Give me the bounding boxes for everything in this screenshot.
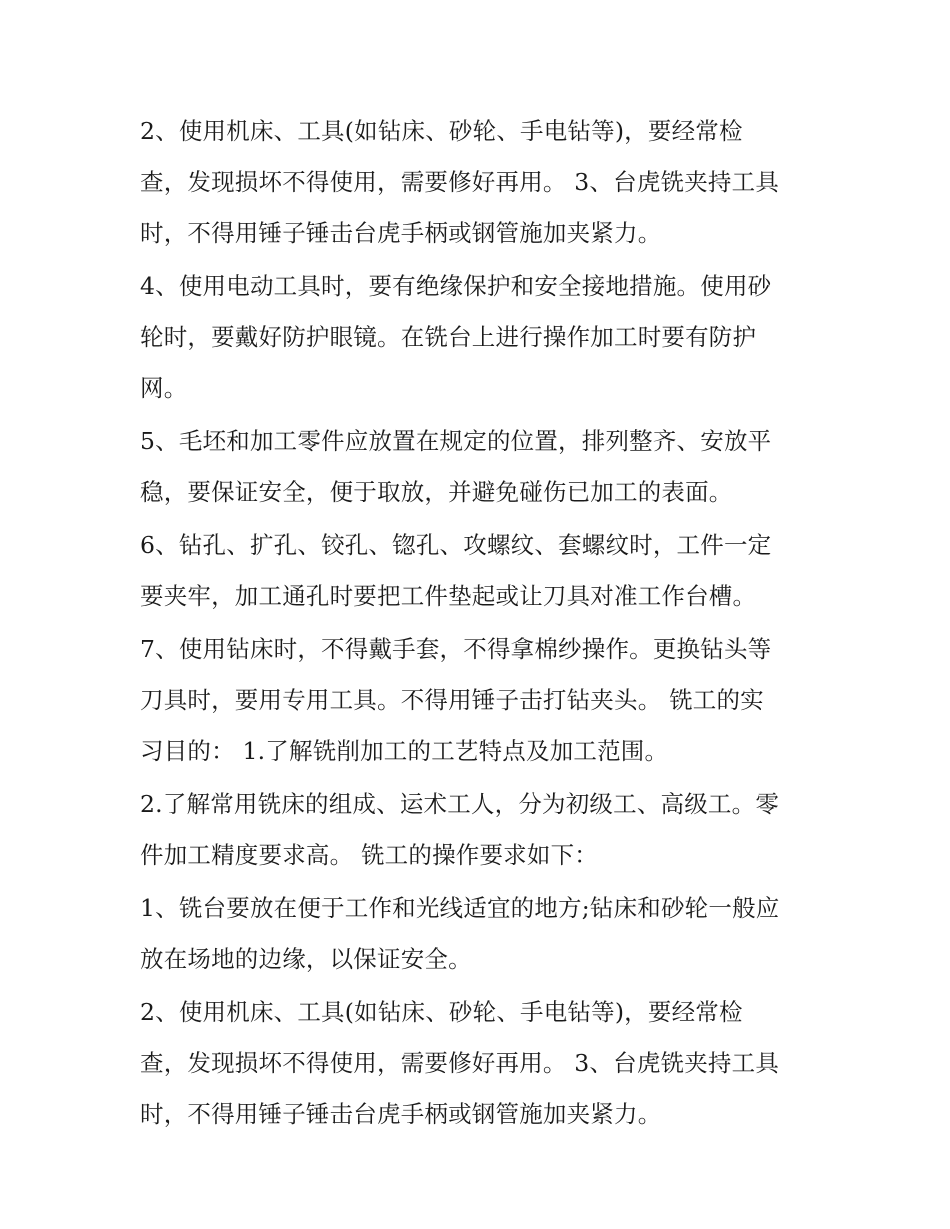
text-line: 要夹牢，加工通孔时要把工件垫起或让刀具对准工作台槽。	[140, 582, 757, 610]
text-line: 7、使用钻床时，不得戴手套，不得拿棉纱操作。更换钻头等	[140, 635, 772, 663]
text-line: 稳，要保证安全，便于取放，并避免碰伤已加工的表面。	[140, 478, 733, 506]
text-line: 时，不得用锤子锤击台虎手柄或钢管施加夹紧力。	[140, 1100, 662, 1128]
text-line: 2、使用机床、工具(如钻床、砂轮、手电钻等)，要经常检	[140, 998, 743, 1026]
text-line: 放在场地的边缘，以保证安全。	[140, 945, 472, 973]
paragraph-bench-placement	[140, 883, 810, 985]
text-line: 查，发现损坏不得使用，需要修好再用。 3、台虎铣夹持工具	[140, 1049, 780, 1077]
paragraph-drilling	[140, 520, 810, 622]
text-line: 网。	[140, 374, 188, 402]
text-line: 5、毛坯和加工零件应放置在规定的位置，排列整齐、安放平	[140, 427, 772, 455]
paragraph-milling-machine	[140, 779, 810, 881]
document-body	[140, 106, 810, 1142]
text-line: 件加工精度要求高。 铣工的操作要求如下：	[140, 841, 598, 869]
text-line: 轮时，要戴好防护眼镜。在铣台上进行操作加工时要有防护	[140, 323, 757, 351]
paragraph-tool-inspection	[140, 106, 810, 259]
paragraph-electric-tools	[140, 261, 810, 414]
text-line: 习目的： 1.了解铣削加工的工艺特点及加工范围。	[140, 737, 669, 765]
text-line: 6、钻孔、扩孔、铰孔、锪孔、攻螺纹、套螺纹时，工件一定	[140, 531, 772, 559]
text-line: 查，发现损坏不得使用，需要修好再用。 3、台虎铣夹持工具	[140, 168, 780, 196]
paragraph-blank-placement	[140, 416, 810, 518]
text-line: 4、使用电动工具时，要有绝缘保护和安全接地措施。使用砂	[140, 272, 772, 300]
paragraph-tool-inspection-repeat	[140, 987, 810, 1140]
text-line: 2.了解常用铣床的组成、运术工人，分为初级工、高级工。零	[140, 790, 780, 818]
text-line: 刀具时，要用专用工具。不得用锤子击打钻夹头。 铣工的实	[140, 686, 764, 714]
text-line: 2、使用机床、工具(如钻床、砂轮、手电钻等)，要经常检	[140, 117, 743, 145]
text-line: 时，不得用锤子锤击台虎手柄或钢管施加夹紧力。	[140, 219, 662, 247]
paragraph-drill-press	[140, 624, 810, 777]
text-line: 1、铣台要放在便于工作和光线适宜的地方;钻床和砂轮一般应	[140, 894, 780, 922]
